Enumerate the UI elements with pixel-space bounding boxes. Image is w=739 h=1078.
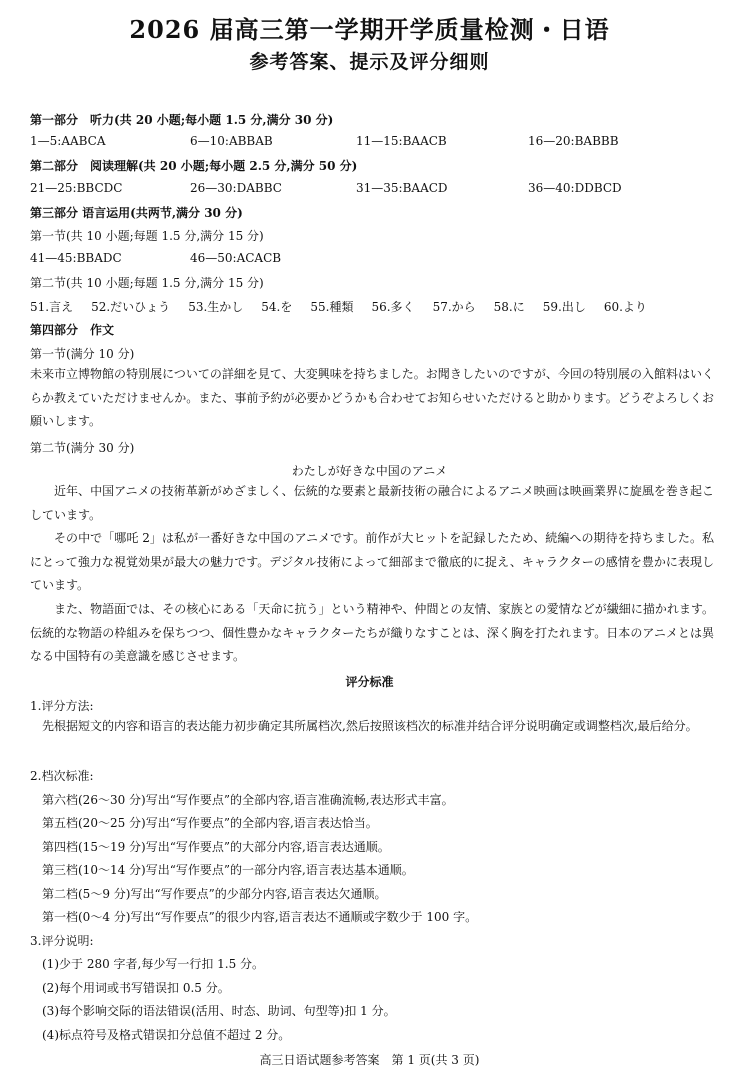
- part2-answer: 21—25:BBCDC: [30, 181, 123, 195]
- part4-sec1-heading: 第一节(满分 10 分): [30, 347, 135, 361]
- page-footer: 高三日语试题参考答案 第 1 页(共 3 页): [259, 1053, 480, 1067]
- fill-answer: 58.に: [493, 300, 525, 314]
- part2-answer: 31—35:BAACD: [356, 181, 448, 195]
- part1-answer: 1—5:AABCA: [30, 134, 106, 148]
- essay-paragraph: その中で「哪吒 2」は私が一番好きな中国のアニメです。前作が大ヒットを記録したため、続編への期待を持ちました。私にとって強力な視覚効果が最大の魅力です。デジタル技術によって細部まで徹底的に捉え、キャラクターの感情を豊かに表現しています。: [30, 531, 714, 592]
- grading-level: 第一档(0～4 分)写出“写作要点”的很少内容,语言表达不通顺或字数少于 100 字。: [42, 910, 478, 924]
- page-title: 2026 届高三第一学期开学质量检测・日语: [129, 15, 610, 44]
- part3-heading: 第三部分 语言运用(共两节,满分 30 分): [30, 206, 243, 220]
- grading-note: (1)少于 280 字者,每少写一行扣 1.5 分。: [42, 957, 265, 971]
- grading-level: 第四档(15～19 分)写出“写作要点”的大部分内容,语言表达通顺。: [42, 840, 390, 854]
- part3-sec2-answers: [30, 298, 665, 315]
- fill-answer: 52.だいひょう: [91, 300, 171, 314]
- part2-answer: 36—40:DDBCD: [528, 181, 622, 195]
- fill-answer: 53.生かし: [188, 300, 244, 314]
- fill-answer: 60.より: [603, 300, 647, 314]
- grading-level: 第五档(20～25 分)写出“写作要点”的全部内容,语言表达恰当。: [42, 816, 378, 830]
- page-subtitle: 参考答案、提示及评分细则: [249, 51, 490, 73]
- part3-sec1-answer: 46—50:ACACB: [190, 251, 282, 265]
- part3-sec2-heading: 第二节(共 10 小题;每题 1.5 分,满分 15 分): [30, 276, 264, 290]
- part3-sec1-answer: 41—45:BBADC: [30, 251, 122, 265]
- part2-answer: 26—30:DABBC: [190, 181, 282, 195]
- part1-answer: 11—15:BAACB: [356, 134, 447, 148]
- grading-note: (2)每个用词或书写错误扣 0.5 分。: [42, 981, 230, 995]
- part1-answer: 6—10:ABBAB: [190, 134, 273, 148]
- grading-note: (3)每个影响交际的语法错误(活用、时态、助词、句型等)扣 1 分。: [42, 1004, 396, 1018]
- fill-answer: 55.種類: [310, 300, 354, 314]
- grading-heading: 评分标准: [345, 675, 394, 689]
- fill-answer: 54.を: [261, 300, 293, 314]
- essay-title: わたしが好きな中国のアニメ: [291, 464, 448, 478]
- part2-heading: 第二部分 阅读理解(共 20 小题;每小题 2.5 分,满分 50 分): [30, 159, 358, 173]
- fill-answer: 59.出し: [542, 300, 586, 314]
- part4-sec2-heading: 第二节(满分 30 分): [30, 441, 135, 455]
- essay-paragraph: 近年、中国アニメの技術革新がめざましく、伝統的な要素と最新技術の融合によるアニメ映画は映画業界に旋風を巻き起こしています。: [30, 484, 714, 522]
- fill-answer: 51.言え: [30, 300, 74, 314]
- grading-level: 第三档(10～14 分)写出“写作要点”的一部分内容,语言表达基本通顺。: [42, 863, 414, 877]
- fill-answer: 56.多く: [371, 300, 415, 314]
- grading-method-text: 先根据短文的内容和语言的表达能力初步确定其所属档次,然后按照该档次的标准并结合评分说明确定或调整档次,最后给分。: [42, 719, 698, 733]
- part4-sec1-text: 未来市立博物館の特別展についての詳細を見て、大変興味を持ちました。お聞きしたいのですが、今回の特別展の入館料はいくらか教えていただけませんか。また、事前予約が必要かどうかも合わせてお知らせいただけると助かります。どうぞよろしくお願いします。: [30, 367, 714, 428]
- grading-level: 第六档(26～30 分)写出“写作要点”的全部内容,语言准确流畅,表达形式丰富。: [42, 793, 454, 807]
- grading-method-heading: 1.评分方法:: [30, 699, 94, 713]
- part1-heading: 第一部分 听力(共 20 小题;每小题 1.5 分,满分 30 分): [30, 113, 334, 127]
- essay-paragraph: また、物語面では、その核心にある「天命に抗う」という精神や、仲間との友情、家族との愛情などが繊細に描かれます。伝統的な物語の枠組みを保ちつつ、個性豊かなキャラクターたちが織りなすことは、深く胸を打たれます。日本のアニメとは異なる中国特有の美意識を感じさせます。: [30, 602, 714, 663]
- grading-note: (4)标点符号及格式错误扣分总值不超过 2 分。: [42, 1028, 291, 1042]
- grading-levels-heading: 2.档次标准:: [30, 769, 94, 783]
- fill-answer: 57.から: [432, 300, 476, 314]
- part1-answer: 16—20:BABBB: [528, 134, 619, 148]
- grading-level: 第二档(5～9 分)写出“写作要点”的少部分内容,语言表达欠通顺。: [42, 887, 387, 901]
- part3-sec1-heading: 第一节(共 10 小题;每题 1.5 分,满分 15 分): [30, 229, 264, 243]
- grading-notes-heading: 3.评分说明:: [30, 934, 94, 948]
- part4-heading: 第四部分 作文: [30, 323, 115, 337]
